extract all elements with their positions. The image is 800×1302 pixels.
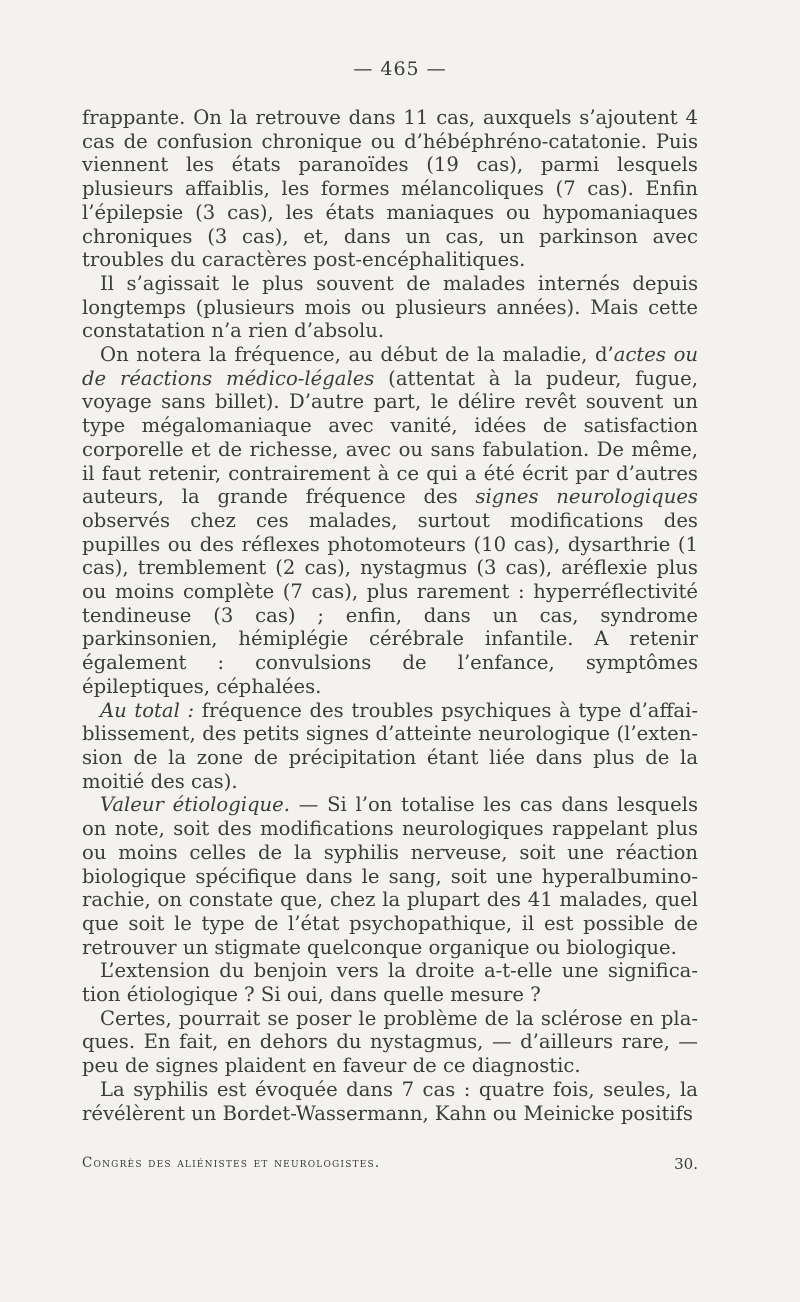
page-number: — 465 — [353, 58, 447, 80]
text-run: (attentat à la pudeur, fugue, voyage sans billet). D’autre part, le délire revêt souvent un type mégalomaniaque avec vanité, idées de satisfaction corporelle et de richesse, avec ou sans fabulation. De même, il faut retenir, contrairement à ce qui a été écrit par d’autres auteurs, la grande fréquence des [82, 366, 698, 509]
text-run: observés chez ces malades, surtout modifications des pupilles ou des réflexes photomoteurs (10 cas), dysarthrie (1 cas), tremblement (2 cas), nystagmus (3 cas), aréflexie plus ou moins complète (7 cas), plus rarement : hyperréflectivité tendineuse (3 cas) ; enfin, dans un cas, syndrome parkinsonien, hémiplégie cérébrale infantile. A retenir également : convulsions de l’enfance, symptômes épileptiques, céphalées. [82, 508, 698, 698]
page-footer [82, 1155, 698, 1173]
paragraph [82, 699, 698, 794]
body-text [82, 106, 698, 1125]
footer-running-title: Congrès des aliénistes et neurologistes. [82, 1155, 381, 1171]
paragraph [82, 343, 698, 699]
text-run: — Si l’on totalise les cas dans lesquels on note, soit des modifications neurologiques rappelant plus ou moins celles de la syphilis nerveuse, soit une réaction biologique spécifique dans le sang, soit une hyperalbuminorachie, on constate que, chez la plupart des 41 malades, quel que soit le type de l’état psychopathique, il est possible de retrouver un stigmate quelconque organique ou biologique. [82, 793, 699, 959]
italic-text: actes ou de réactions médico-légales [82, 343, 699, 390]
italic-text: Au total : [100, 698, 195, 722]
footer-signature-number: 30. [674, 1155, 698, 1173]
text-run: frappante. On la retrouve dans 11 cas, auxquels s’ajoutent 4 cas de confusion chronique ou d’hébéphréno-catatonie. Puis viennent les états paranoïdes (19 cas), parmi lesquels plusieurs affaiblis, les formes mélancoliques (7 cas). Enfin l’épilepsie (3 cas), les états maniaques ou hypomaniaques chroniques (3 cas), et, dans un cas, un parkinson avec troubles du caractères post-encéphalitiques. [82, 106, 698, 272]
paragraph [82, 272, 698, 343]
text-run: La syphilis est évoquée dans 7 cas : quatre fois, seules, la révélèrent un Bordet-Wassermann, Kahn ou Meinicke positifs [82, 1077, 698, 1125]
paragraph [82, 793, 698, 959]
paragraph [82, 959, 698, 1006]
text-run: Certes, pourrait se poser le problème de la sclérose en plaques. En fait, en dehors du nystagmus, — d’ailleurs rare, — peu de signes plaident en faveur de ce diagnostic. [82, 1006, 698, 1078]
italic-text: signes neurologiques [475, 485, 698, 509]
italic-text: Valeur étiologique. [100, 793, 291, 817]
paragraph [82, 1078, 698, 1125]
text-run: Il s’agissait le plus souvent de malades internés depuis longtemps (plusieurs mois ou plusieurs années). Mais cette constatation n’a rien d’absolu. [82, 271, 698, 343]
paragraph [82, 106, 698, 272]
text-run: L’extension du benjoin vers la droite a-t-elle une signification étiologique ? Si oui, dans quelle mesure ? [82, 959, 698, 1007]
text-run: fréquence des troubles psychiques à type d’affaiblissement, des petits signes d’atteinte neurologique (l’extension de la zone de précipitation étant liée dans plus de la moitié des cas). [82, 698, 698, 793]
paragraph [82, 1007, 698, 1078]
text-run: On notera la fréquence, au début de la maladie, d’ [100, 343, 614, 367]
